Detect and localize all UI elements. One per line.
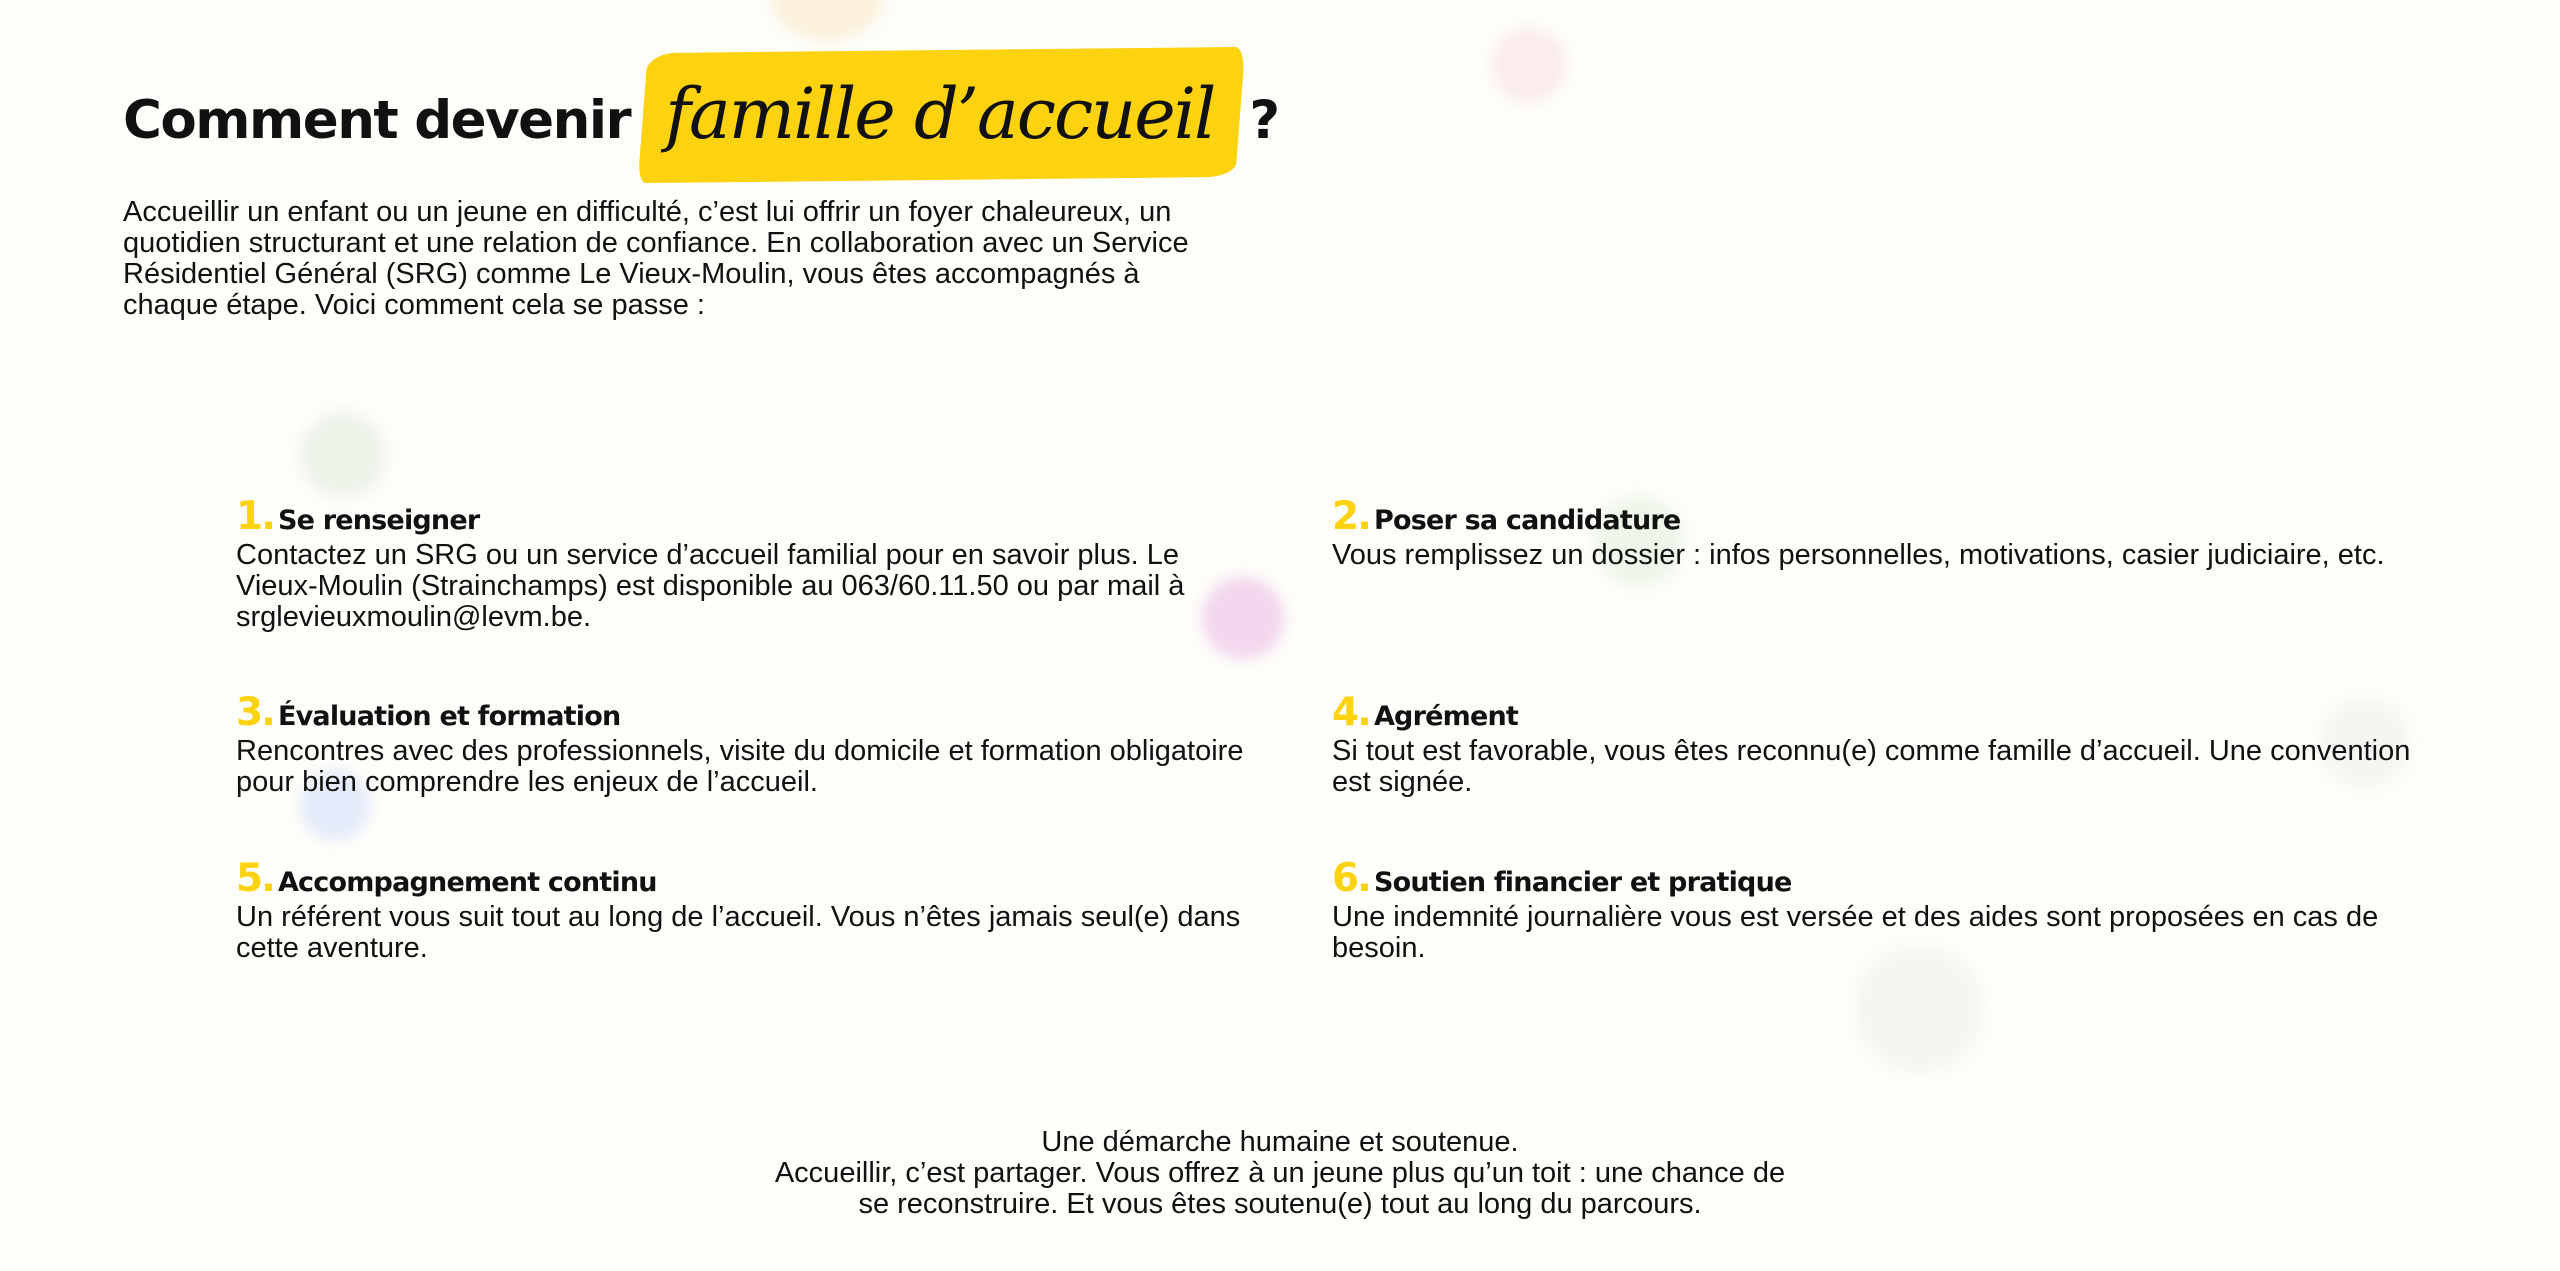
step-heading — [1332, 856, 2422, 902]
step-3 — [236, 690, 1256, 798]
step-4 — [1332, 690, 2422, 798]
page-title — [123, 44, 1279, 184]
step-heading — [1332, 494, 2422, 540]
step-title: Agrément — [1373, 701, 1518, 732]
step-heading — [236, 856, 1256, 902]
closing-line-2: Accueillir, c’est partager. Vous offrez à un jeune plus qu’un toit : une chance de — [774, 1157, 1786, 1189]
decorative-blob-green — [300, 412, 386, 498]
step-text: Un référent vous suit tout au long de l’accueil. Vous n’êtes jamais seul(e) dans cette aventure. — [236, 901, 1241, 964]
step-title: Évaluation et formation — [277, 701, 621, 732]
title-highlight: famille d’accueil — [653, 44, 1226, 184]
step-title: Soutien financier et pratique — [1373, 867, 1792, 898]
step-heading — [1332, 690, 2422, 736]
decorative-blob-pink — [1492, 28, 1566, 102]
closing-line-3: se reconstruire. Et vous êtes soutenu(e) tout au long du parcours. — [858, 1188, 1702, 1220]
decorative-blob-grey-2 — [1855, 945, 1983, 1073]
step-1 — [236, 494, 1256, 633]
closing-line-1: Une démarche humaine et soutenue. — [1041, 1126, 1519, 1158]
intro-paragraph: Accueillir un enfant ou un jeune en difficulté, c’est lui offrir un foyer chaleureux, un quotidien structurant et une relation de confiance. En collaboration avec un Service Résidentiel Général (SRG) comme Le Vieux-Moulin, vous êtes accompagnés à chaque étape. Voici comment cela se passe : — [123, 196, 1189, 321]
step-number: 1. — [236, 494, 274, 539]
step-2 — [1332, 494, 2422, 571]
step-text: Vous remplissez un dossier : infos personnelles, motivations, casier judiciaire, etc. — [1332, 539, 2385, 571]
step-number: 5. — [236, 856, 274, 901]
step-title: Se renseigner — [277, 505, 480, 536]
step-text: Si tout est favorable, vous êtes reconnu(e) comme famille d’accueil. Une convention est signée. — [1332, 735, 2411, 798]
step-heading — [236, 494, 1256, 540]
step-text: Contactez un SRG ou un service d’accueil familial pour en savoir plus. Le Vieux-Moulin (Strainchamps) est disponible au 063/60.11.50 ou par mail à srglevieuxmoulin@levm.be. — [236, 539, 1185, 633]
step-heading — [236, 690, 1256, 736]
step-number: 6. — [1332, 856, 1370, 901]
step-5 — [236, 856, 1256, 964]
step-6 — [1332, 856, 2422, 964]
step-number: 4. — [1332, 690, 1370, 735]
title-prefix: Comment devenir — [123, 90, 631, 151]
step-number: 3. — [236, 690, 274, 735]
closing-paragraph — [680, 1127, 1880, 1220]
step-text: Rencontres avec des professionnels, visite du domicile et formation obligatoire pour bien comprendre les enjeux de l’accueil. — [236, 735, 1244, 798]
step-title: Poser sa candidature — [1373, 505, 1681, 536]
title-suffix: ? — [1249, 90, 1279, 151]
decorative-blob-yellow — [772, 0, 882, 40]
step-title: Accompagnement continu — [277, 867, 657, 898]
step-number: 2. — [1332, 494, 1370, 539]
step-text: Une indemnité journalière vous est versée et des aides sont proposées en cas de besoin. — [1332, 901, 2379, 964]
